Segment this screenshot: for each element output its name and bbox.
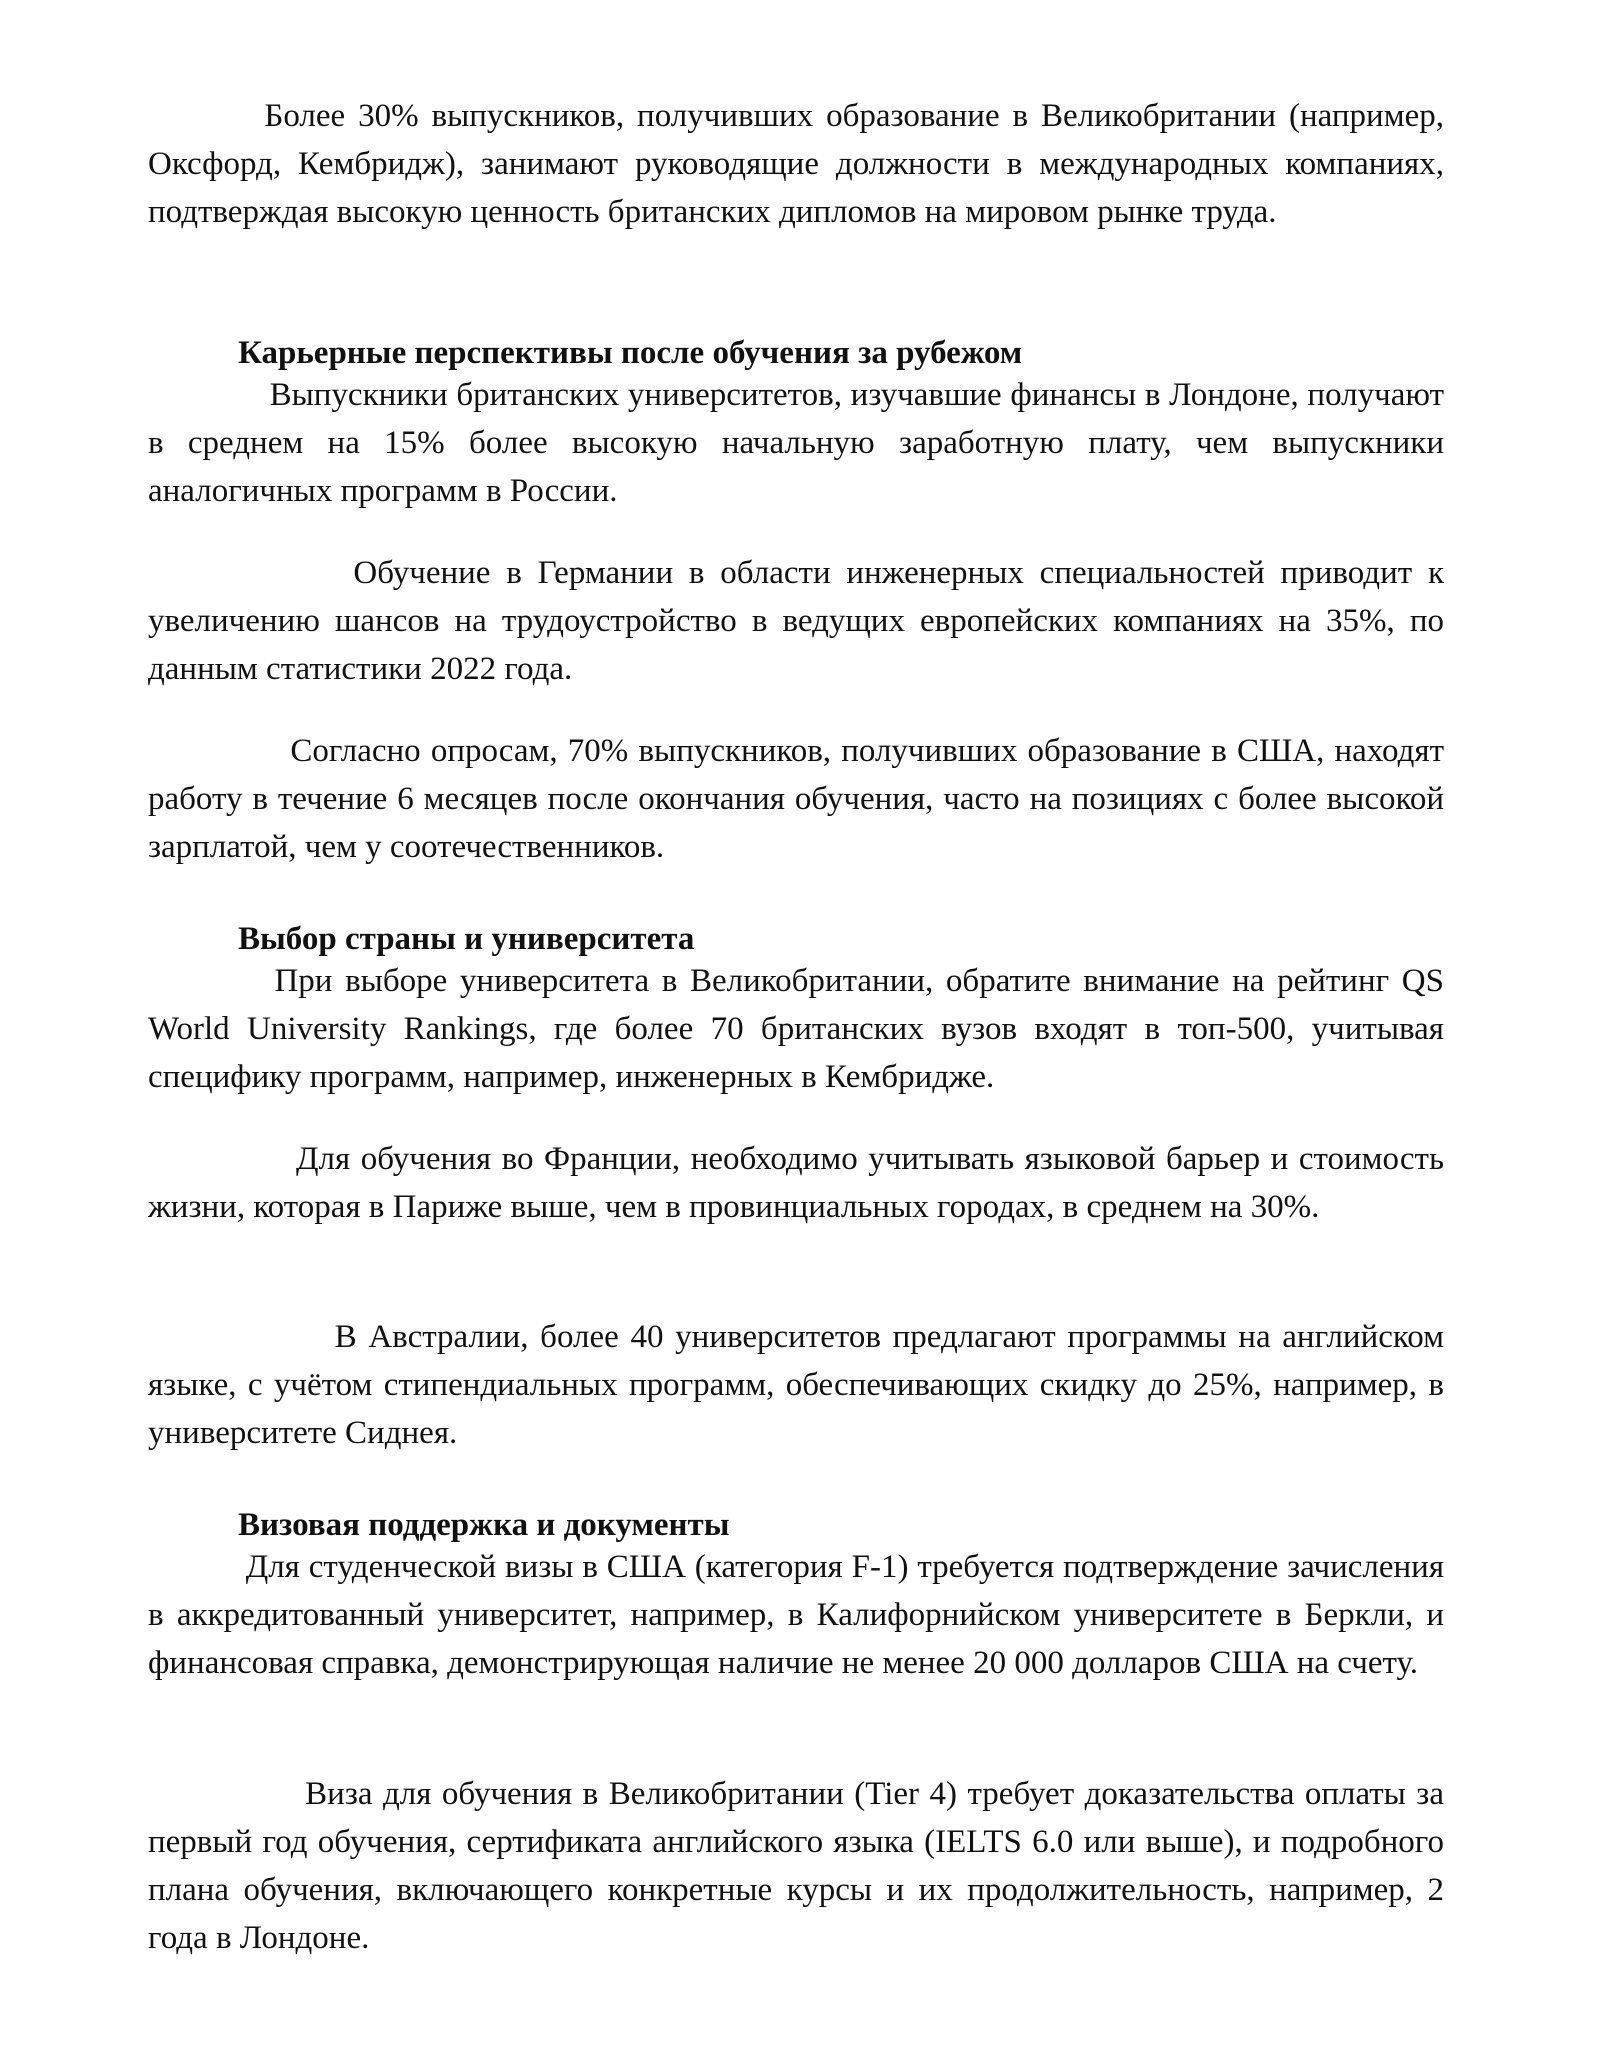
country-choice-paragraph-3: В Австралии, более 40 университетов предлагают программы на английском языке, с учётом стипендиальных программ, обеспечивающих скидку до 25%, например, в университете Сиднея. xyxy=(148,1319,1444,1451)
career-paragraph-1: Выпускники британских университетов, изучавшие финансы в Лондоне, получают в среднем на 15% более высокую начальную заработную плату, чем выпускники аналогичных программ в России. xyxy=(148,377,1444,509)
section-heading-career: Карьерные перспективы после обучения за рубежом xyxy=(238,335,1023,371)
career-paragraph-2: Обучение в Германии в области инженерных специальностей приводит к увеличению шансов на трудоустройство в ведущих европейских компаниях на 35%, по данным статистики 2022 года. xyxy=(148,555,1444,687)
country-choice-paragraph-1: При выборе университета в Великобритании, обратите внимание на рейтинг QS World University Rankings, где более 70 британских вузов входят в топ-500, учитывая специфику программ, например, инженерных в Кембридже. xyxy=(148,963,1444,1095)
section-heading-visa: Визовая поддержка и документы xyxy=(238,1507,730,1543)
visa-paragraph-2: Виза для обучения в Великобритании (Tier 4) требует доказательства оплаты за первый год обучения, сертификата английского языка (IELTS 6.0 или выше), и подробного плана обучения, включающего конкретные курсы и их продолжительность, например, 2 года в Лондоне. xyxy=(148,1776,1444,1956)
section-heading-country-choice: Выбор страны и университета xyxy=(238,921,695,957)
visa-paragraph-1: Для студенческой визы в США (категория F-1) требуется подтверждение зачисления в аккредитованный университет, например, в Калифорнийском университете в Беркли, и финансовая справка, демонстрирующая наличие не менее 20 000 долларов США на счету. xyxy=(148,1549,1444,1681)
intro-paragraph: Более 30% выпускников, получивших образование в Великобритании (например, Оксфорд, Кембридж), занимают руководящие должности в международных компаниях, подтверждая высокую ценность британских дипломов на мировом рынке труда. xyxy=(148,98,1444,230)
country-choice-paragraph-2: Для обучения во Франции, необходимо учитывать языковой барьер и стоимость жизни, которая в Париже выше, чем в провинциальных городах, в среднем на 30%. xyxy=(148,1141,1444,1225)
career-paragraph-3: Согласно опросам, 70% выпускников, получивших образование в США, находят работу в течение 6 месяцев после окончания обучения, часто на позициях с более высокой зарплатой, чем у соотечественников. xyxy=(148,733,1444,865)
